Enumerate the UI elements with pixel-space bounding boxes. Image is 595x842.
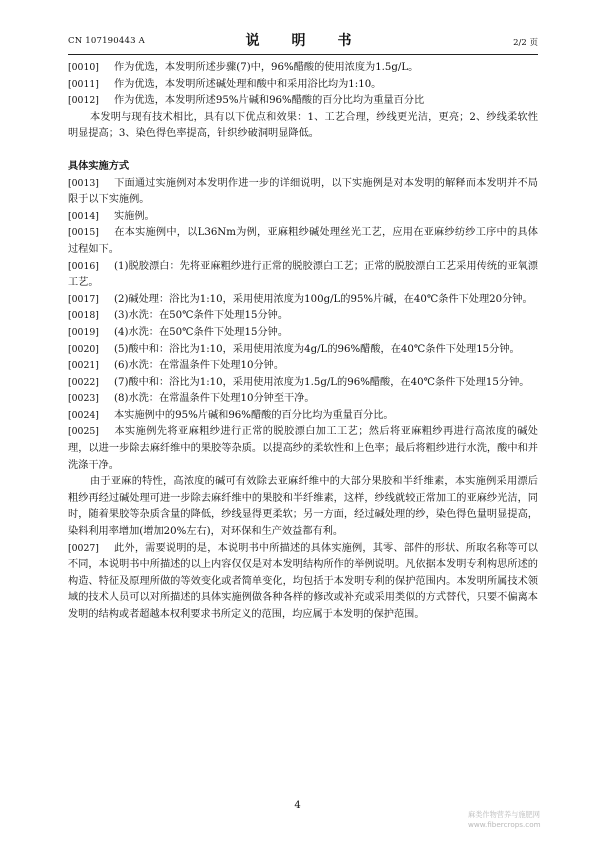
paragraph-text: (7)酸中和：浴比为1:10，采用使用浓度为1.5g/L的96%醋酸，在40℃条件下处理15分钟。 bbox=[114, 376, 530, 388]
paragraph-number: [0010] bbox=[68, 62, 99, 73]
paragraph-number: [0021] bbox=[68, 360, 99, 372]
paragraph bbox=[68, 408, 538, 425]
paragraph bbox=[68, 342, 538, 359]
paragraph bbox=[68, 176, 538, 209]
paragraph bbox=[68, 225, 538, 258]
paragraph-text: 在本实施例中，以L36Nm为例，亚麻粗纱碱处理丝光工艺，应用在亚麻纱纺纱工序中的具体过程如下。 bbox=[68, 227, 538, 255]
paragraph-number: [0015] bbox=[68, 227, 99, 239]
paragraph-number: [0019] bbox=[68, 326, 99, 338]
paragraph-text: 此外，需要说明的是，本说明书中所描述的具体实施例，其零、部件的形状、所取名称等可以不同，本说明书中所描述的以上内容仅仅是对本发明结构所作的举例说明。凡依据本发明专利构思所述的构造、特征及原理所做的等效变化或者简单变化，均包括于本发明专利的保护范围内。本发明所属技术领域的技术人员可以对所描述的具体实施例做各种各样的修改或补充或采用类似的方式替代，只要不偏离本发明的结构或者超越本权利要求书所定义的范围，均应属于本发明的保护范围。 bbox=[68, 542, 538, 620]
paragraph bbox=[68, 375, 538, 392]
paragraph bbox=[68, 259, 538, 292]
paragraph-number: [0013] bbox=[68, 177, 99, 189]
watermark-line-2: www.fibercrops.com bbox=[468, 820, 541, 829]
advantage-paragraph: 本发明与现有技术相比，具有以下优点和效果：1、工艺合理，纱线更光洁，更亮；2、纱线柔软性明显提高；3、染色得色率提高，针织纱破洞明显降低。 bbox=[68, 111, 538, 140]
paragraph-number: [0022] bbox=[68, 376, 99, 388]
page-indicator: 2/2 页 bbox=[513, 38, 538, 48]
paragraph-text: 本实施例先将亚麻粗纱进行正常的脱胶漂白加工工艺；然后将亚麻粗纱再进行高浓度的碱处理，以进一步除去麻纤维中的果胶等杂质。以提高纱的柔软性和上色率；最后将粗纱进行水洗，酸中和并洗涤干净。 bbox=[68, 426, 538, 471]
paragraph-number: [0017] bbox=[68, 293, 99, 305]
paragraph bbox=[68, 424, 538, 474]
paragraph bbox=[68, 60, 538, 77]
paragraph-number: [0018] bbox=[68, 310, 99, 322]
page-header bbox=[68, 30, 538, 52]
paragraph bbox=[68, 77, 538, 94]
watermark-line-1: 麻类作物营养与施肥网 bbox=[468, 810, 540, 819]
paragraph-text: 本实施例中的95%片碱和96%醋酸的百分比均为重量百分比。 bbox=[114, 409, 394, 421]
watermark bbox=[468, 810, 590, 830]
paragraph bbox=[68, 358, 538, 375]
section-title: 具体实施方式 bbox=[68, 160, 130, 172]
document-title: 说 明 书 bbox=[245, 33, 361, 49]
paragraph bbox=[68, 325, 538, 342]
paragraph-text: (3)水洗：在50℃条件下处理15分钟。 bbox=[114, 310, 289, 322]
paragraph-text: 下面通过实施例对本发明作进一步的详细说明，以下实施例是对本发明的解释而本发明并不局限于以下实施例。 bbox=[68, 177, 538, 206]
paragraph-number: [0020] bbox=[68, 343, 99, 355]
page-number: 4 bbox=[294, 800, 301, 811]
paragraph bbox=[68, 292, 538, 309]
header-rule bbox=[68, 54, 538, 55]
paragraph bbox=[68, 308, 538, 325]
paragraph-text: 实施例。 bbox=[114, 210, 155, 222]
paragraph-number: [0011] bbox=[68, 78, 99, 90]
paragraph-text: 作为优选，本发明所述步骤(7)中，96%醋酸的使用浓度为1.5g/L。 bbox=[114, 62, 419, 73]
paragraph-number: [0025] bbox=[68, 426, 99, 438]
paragraph bbox=[68, 391, 538, 408]
paragraph-number: [0024] bbox=[68, 409, 99, 421]
paragraph-text: (2)碱处理：浴比为1:10，采用使用浓度为100g/L的95%片碱，在40℃条件下处理20分钟。 bbox=[114, 293, 533, 305]
paragraph-text: (8)水洗：在常温条件下处理10分钟至干净。 bbox=[114, 393, 315, 405]
paragraph-number: [0027] bbox=[68, 542, 99, 554]
paragraph bbox=[68, 541, 538, 624]
paragraph-text: (1)脱胶漂白：先将亚麻粗纱进行正常的脱胶漂白工艺；正常的脱胶漂白工艺采用传统的亚氧漂工艺。 bbox=[68, 260, 538, 289]
paragraph-number: [0016] bbox=[68, 260, 99, 272]
paragraph-number: [0014] bbox=[68, 210, 99, 222]
paragraph-text: 作为优选，本发明所述碱处理和酸中和采用浴比均为1:10。 bbox=[114, 78, 382, 90]
paragraph-number: [0012] bbox=[68, 95, 99, 107]
publication-number: CN 107190443 A bbox=[68, 36, 145, 46]
paragraph-text: (4)水洗：在50℃条件下处理15分钟。 bbox=[114, 326, 289, 338]
paragraph bbox=[68, 209, 538, 226]
paragraph-number: [0023] bbox=[68, 393, 99, 405]
paragraph-text: (6)水洗：在常温条件下处理10分钟。 bbox=[114, 360, 285, 372]
paragraph-text: 作为优选，本发明所述95%片碱和96%醋酸的百分比均为重量百分比 bbox=[114, 95, 425, 107]
continuation-paragraph: 由于亚麻的特性，高浓度的碱可有效除去亚麻纤维中的大部分果胶和半纤维素，本实施例采用漂后粗纱再经过碱处理可进一步除去麻纤维中的果胶和半纤维素，这样，纱线就较正常加工的亚麻纱光洁，同时，随着果胶等杂质含量的降低，纱线显得更柔软；另一方面，经过碱处理的纱，染色得色量明显提高，染料利用率增加(增加20%左右)，对环保和生产效益都有利。 bbox=[68, 476, 538, 538]
paragraph-text: (5)酸中和：浴比为1:10，采用使用浓度为4g/L的96%醋酸，在40℃条件下处理15分钟。 bbox=[114, 343, 520, 355]
document-body bbox=[68, 60, 538, 624]
paragraph bbox=[68, 93, 538, 110]
